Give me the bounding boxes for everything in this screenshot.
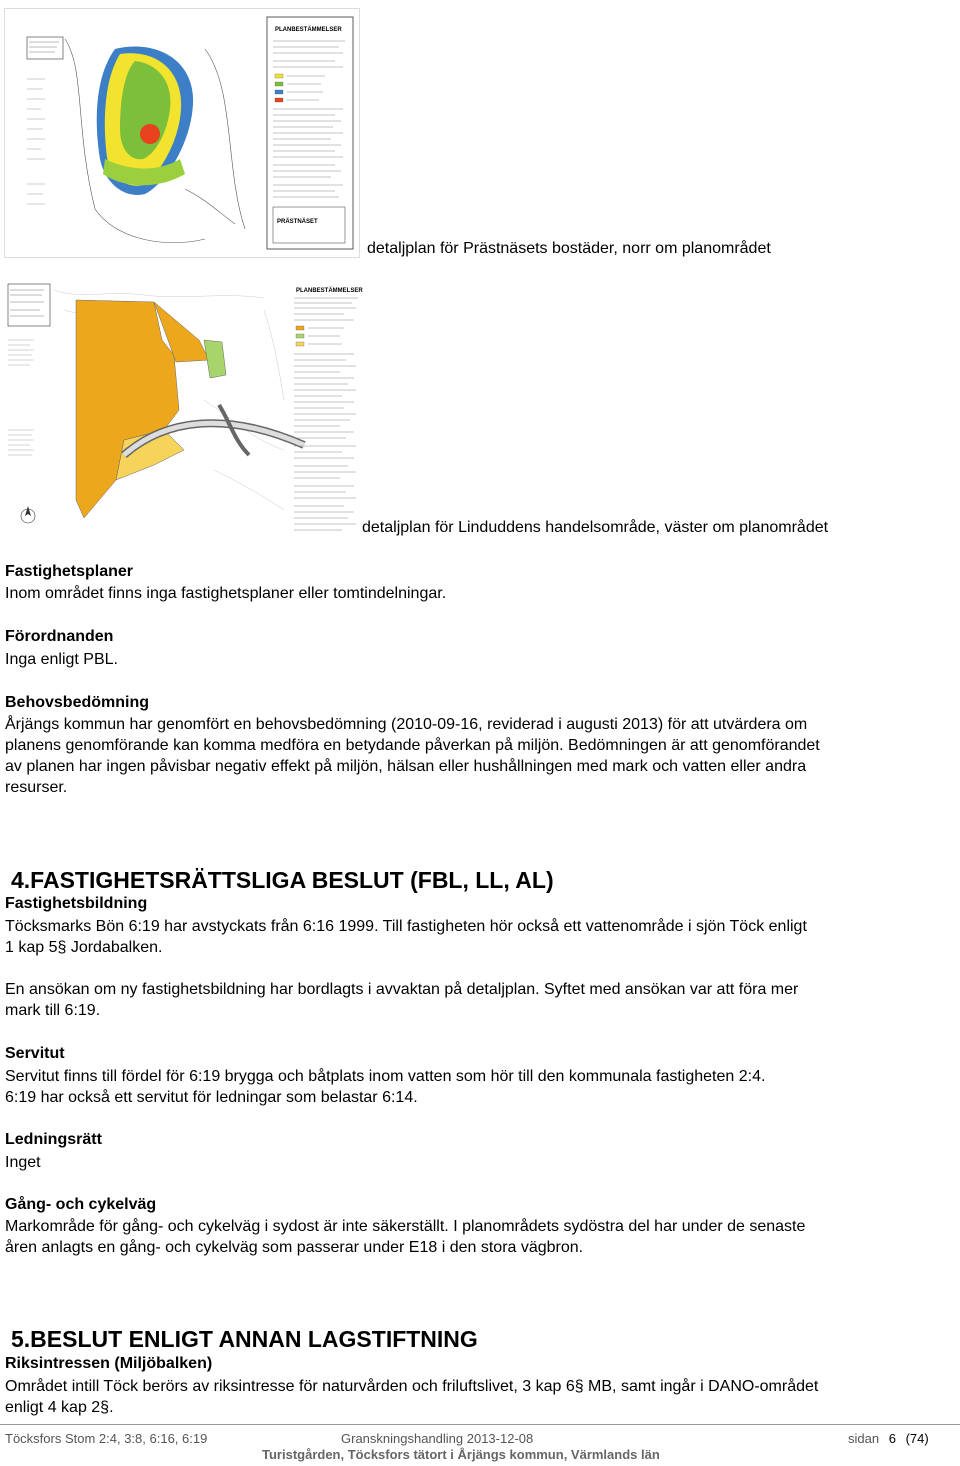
text-line: 6:19 har också ett servitut för ledningar som belastar 6:14. xyxy=(5,1089,418,1106)
text-line: 1 kap 5§ Jordabalken. xyxy=(5,939,163,956)
text-line: Servitut finns till fördel för 6:19 brygga och båtplats inom vatten som hör till den kommunala fastigheten 2:4. xyxy=(5,1068,766,1085)
footer-status: Granskningshandling 2013-12-08 xyxy=(341,1431,534,1446)
text-line: åren anlagts en gång- och cykelväg som passerar under E18 i den stora vägbron. xyxy=(5,1239,584,1256)
text-line: Årjängs kommun har genomfört en behovsbedömning (2010-09-16, reviderad i augusti 2013) för att utvärdera om xyxy=(5,716,808,733)
text-line: mark till 6:19. xyxy=(5,1002,101,1019)
text-fastighetsplaner: Inom området finns inga fastighetsplaner eller tomtindelningar. xyxy=(5,585,447,602)
heading-riksintressen: Riksintressen (Miljöbalken) xyxy=(5,1355,213,1372)
text-line: Töcksmarks Bön 6:19 har avstyckats från 6:16 1999. Till fastigheten hör också ett vattenområde i sjön Töck enligt xyxy=(5,918,807,935)
text-forordnanden: Inga enligt PBL. xyxy=(5,651,118,668)
text-behovsbedomning xyxy=(5,714,955,798)
heading-behovsbedomning: Behovsbedömning xyxy=(5,694,150,711)
page-label: sidan xyxy=(848,1431,880,1446)
map-image-lindudden xyxy=(4,280,364,538)
text-line: av planen har ingen påvisbar negativ effekt på miljön, hälsan eller hushållningen med mark och vatten eller andra xyxy=(5,758,807,775)
text-servitut xyxy=(5,1066,955,1108)
chapter-5-title: 5.BESLUT ENLIGT ANNAN LAGSTIFTNING xyxy=(11,1326,478,1352)
footer-rule xyxy=(0,1424,960,1425)
heading-gang-cykelvag: Gång- och cykelväg xyxy=(5,1196,157,1213)
footer-page xyxy=(848,1431,929,1446)
heading-servitut: Servitut xyxy=(5,1045,65,1062)
footer-property: Töcksfors Stom 2:4, 3:8, 6:16, 6:19 xyxy=(5,1431,208,1446)
text-line: Området intill Töck berörs av riksintresse för naturvården och friluftslivet, 3 kap 6§ MB, samt ingår i DANO-området xyxy=(5,1378,819,1395)
figure-caption-2: detaljplan för Linduddens handelsområde, väster om planområdet xyxy=(362,519,829,536)
footer-subtitle: Turistgården, Töcksfors tätort i Årjängs kommun, Värmlands län xyxy=(262,1447,660,1462)
page-number: 6 xyxy=(888,1431,896,1446)
text-line: resurser. xyxy=(5,779,68,796)
figure-caption-1: detaljplan för Prästnäsets bostäder, norr om planområdet xyxy=(367,240,771,257)
text-line: En ansökan om ny fastighetsbildning har bordlagts i avvaktan på detaljplan. Syftet med ansökan var att föra mer xyxy=(5,981,799,998)
text-fastighetsbildning xyxy=(5,916,955,958)
page-total: (74) xyxy=(905,1431,929,1446)
text-line: Markområde för gång- och cykelväg i sydost är inte säkerställt. I planområdets sydöstra del har under de senaste xyxy=(5,1218,806,1235)
map-plan-name: PRÄSTNÄSET xyxy=(277,219,318,225)
heading-ledningsratt: Ledningsrätt xyxy=(5,1131,102,1148)
text-gang-cykelvag xyxy=(5,1216,955,1258)
chapter-4-title: 4.FASTIGHETSRÄTTSLIGA BESLUT (FBL, LL, AL) xyxy=(11,867,554,893)
heading-fastighetsplaner: Fastighetsplaner xyxy=(5,563,134,580)
text-ledningsratt: Inget xyxy=(5,1154,41,1171)
text-line: planens genomförande kan komma medföra en betydande påverkan på miljön. Bedömningen är att genomförandet xyxy=(5,737,820,754)
map-image-prastnaset xyxy=(4,8,360,258)
heading-forordnanden: Förordnanden xyxy=(5,628,114,645)
heading-fastighetsbildning: Fastighetsbildning xyxy=(5,895,148,912)
map2-title: PLANBESTÄMMELSER xyxy=(296,288,363,294)
text-line: enligt 4 kap 2§. xyxy=(5,1399,114,1416)
map-title: PLANBESTÄMMELSER xyxy=(275,27,342,33)
text-riksintressen xyxy=(5,1376,955,1418)
text-fastighetsbildning-2 xyxy=(5,979,955,1021)
